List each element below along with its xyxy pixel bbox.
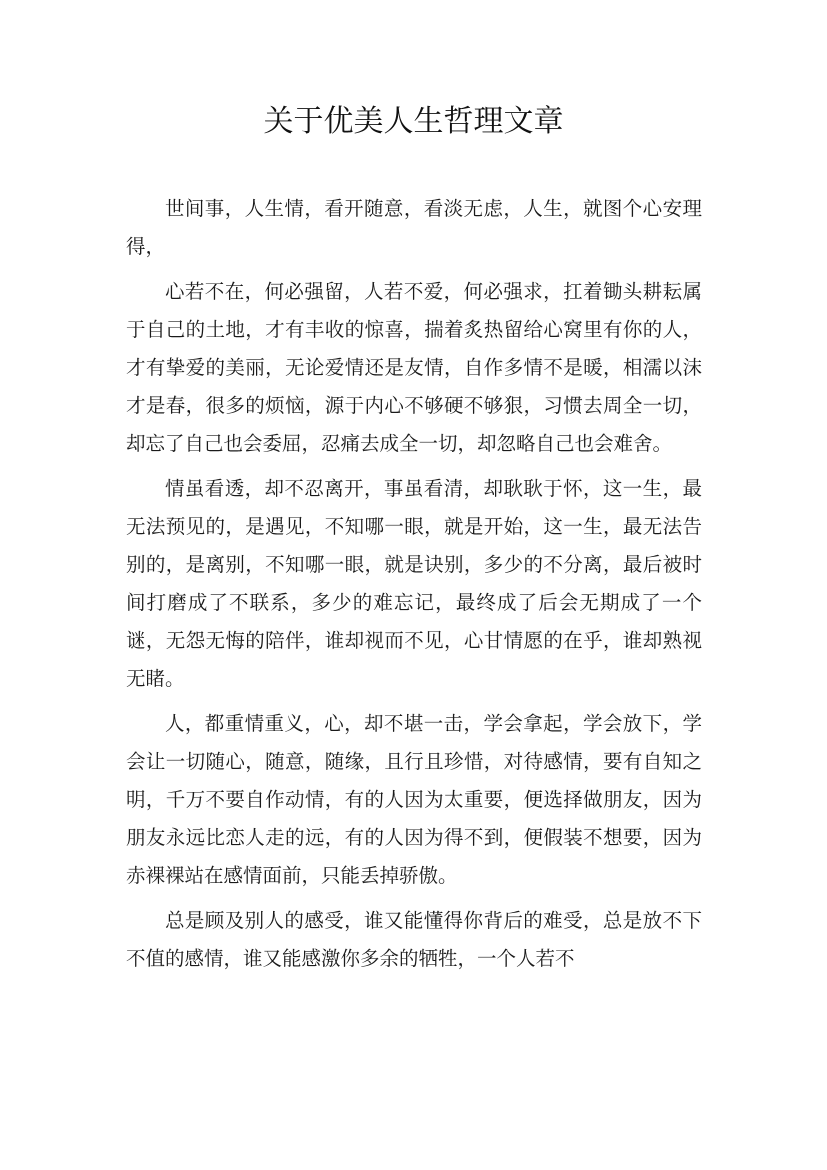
paragraph: 人，都重情重义，心，却不堪一击，学会拿起，学会放下，学会让一切随心，随意，随缘，且行且珍惜，对待感情，要有自知之明，千万不要自作动情，有的人因为太重要，便选择做朋友，因为朋友永远比恋人走的远，有的人因为得不到，便假装不想要，因为赤裸裸站在感情面前，只能丢掉骄傲。 bbox=[126, 712, 702, 887]
paragraph: 心若不在，何必强留，人若不爱，何必强求，扛着锄头耕耘属于自己的土地，才有丰收的惊喜，揣着炙热留给心窝里有你的人，才有挚爱的美丽，无论爱情还是友情，自作多情不是暖，相濡以沫才是春，很多的烦恼，源于内心不够硬不够狠，习惯去周全一切，却忘了自己也会委屈，忍痛去成全一切，却忽略自己也会难舍。 bbox=[126, 280, 702, 455]
paragraph: 情虽看透，却不忍离开，事虽看清，却耿耿于怀，这一生，最无法预见的，是遇见，不知哪一眼，就是开始，这一生，最无法告别的，是离别，不知哪一眼，就是诀别，多少的不分离，最后被时间打磨成了不联系，多少的难忘记，最终成了后会无期成了一个谜，无怨无悔的陪伴，谁却视而不见，心甘情愿的在乎，谁却熟视无睹。 bbox=[126, 477, 702, 690]
paragraph: 世间事，人生情，看开随意，看淡无虑，人生，就图个心安理得， bbox=[126, 197, 702, 258]
document-title: 关于优美人生哲理文章 bbox=[263, 104, 564, 139]
document-body bbox=[126, 190, 702, 985]
paragraph: 总是顾及别人的感受，谁又能懂得你背后的难受，总是放不下不值的感情，谁又能感激你多余的牺牲，一个人若不 bbox=[126, 909, 702, 970]
